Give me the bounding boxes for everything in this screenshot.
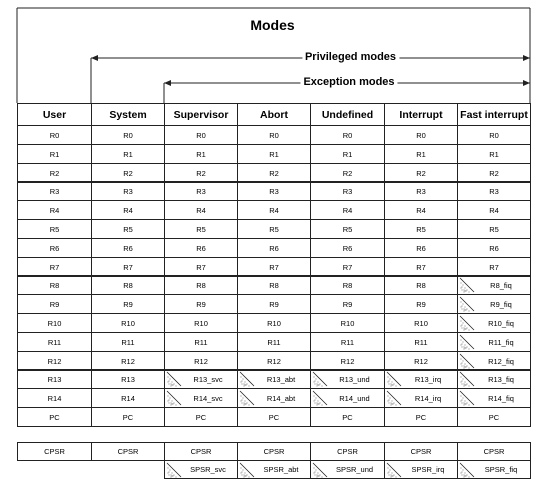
register-cell: R4 <box>91 200 165 220</box>
column-header-fast-interrupt: Fast interrupt <box>457 103 531 126</box>
register-cell: R0 <box>91 125 165 145</box>
register-cell <box>237 388 311 408</box>
register-cell: R7 <box>91 257 165 277</box>
register-cell: R5 <box>17 219 92 239</box>
banked-register-hatch-icon <box>239 371 255 387</box>
register-cell: R9 <box>310 294 385 314</box>
cell-text: SPSR_irq <box>411 465 445 474</box>
register-cell: R7 <box>384 257 458 277</box>
register-cell: R13 <box>91 369 165 389</box>
banked-register-hatch-icon <box>166 462 182 478</box>
register-cell: R7 <box>164 257 238 277</box>
register-cell: R10 <box>91 313 165 333</box>
spsr-cell <box>237 460 311 479</box>
register-cell: R4 <box>457 200 531 220</box>
banked-register-hatch-icon <box>312 462 328 478</box>
register-cell: R2 <box>384 163 458 183</box>
register-cell: PC <box>91 407 165 427</box>
banked-register-hatch-icon <box>166 371 182 387</box>
register-cell <box>457 332 531 352</box>
register-cell: R7 <box>457 257 531 277</box>
register-cell <box>164 369 238 389</box>
register-cell: R7 <box>310 257 385 277</box>
register-cell: R9 <box>91 294 165 314</box>
spsr-cell <box>310 460 385 479</box>
register-cell: R4 <box>384 200 458 220</box>
register-cell: PC <box>164 407 238 427</box>
register-cell <box>384 369 458 389</box>
register-cell: R11 <box>384 332 458 352</box>
register-cell: R2 <box>164 163 238 183</box>
register-cell: R4 <box>164 200 238 220</box>
banked-register-hatch-icon <box>459 315 475 331</box>
register-cell: R0 <box>384 125 458 145</box>
register-cell <box>384 388 458 408</box>
cpsr-cell: CPSR <box>457 442 531 461</box>
register-cell: R11 <box>164 332 238 352</box>
register-cell: R11 <box>17 332 92 352</box>
register-cell: R11 <box>310 332 385 352</box>
register-cell: R1 <box>457 144 531 164</box>
register-cell: R5 <box>384 219 458 239</box>
register-cell: R5 <box>310 219 385 239</box>
register-cell: PC <box>457 407 531 427</box>
cpsr-cell: CPSR <box>384 442 458 461</box>
spsr-cell <box>384 460 458 479</box>
column-header-abort: Abort <box>237 103 311 126</box>
cpsr-cell: CPSR <box>164 442 238 461</box>
cell-text: SPSR_abt <box>263 465 299 474</box>
column-header-user: User <box>17 103 92 126</box>
banked-register-hatch-icon <box>239 390 255 406</box>
cpsr-cell: CPSR <box>91 442 165 461</box>
register-cell <box>164 388 238 408</box>
banked-register-hatch-icon <box>459 390 475 406</box>
banked-register-hatch-icon <box>459 334 475 350</box>
register-cell: R4 <box>17 200 92 220</box>
banked-register-hatch-icon <box>386 390 402 406</box>
banked-register-hatch-icon <box>459 371 475 387</box>
register-cell: PC <box>237 407 311 427</box>
register-cell: R8 <box>310 275 385 295</box>
spsr-empty-cell <box>17 460 92 479</box>
register-cell: R2 <box>457 163 531 183</box>
register-cell: R1 <box>91 144 165 164</box>
register-cell <box>457 294 531 314</box>
cell-text: R13_fiq <box>488 374 514 384</box>
register-cell: R12 <box>237 351 311 371</box>
register-cell: R1 <box>310 144 385 164</box>
register-cell: R9 <box>17 294 92 314</box>
register-cell <box>457 313 531 333</box>
register-cell: R10 <box>310 313 385 333</box>
register-cell: R12 <box>310 351 385 371</box>
cell-text: R10_fiq <box>488 318 514 328</box>
register-cell: PC <box>17 407 92 427</box>
register-cell: R0 <box>164 125 238 145</box>
register-cell: R8 <box>237 275 311 295</box>
register-cell: PC <box>384 407 458 427</box>
register-cell: R4 <box>237 200 311 220</box>
register-cell: R11 <box>91 332 165 352</box>
banked-register-hatch-icon <box>312 390 328 406</box>
register-cell: R3 <box>164 181 238 201</box>
register-cell: R0 <box>17 125 92 145</box>
register-cell: R0 <box>310 125 385 145</box>
register-cell: R8 <box>164 275 238 295</box>
register-cell: R3 <box>237 181 311 201</box>
register-cell: R0 <box>237 125 311 145</box>
register-cell: R5 <box>237 219 311 239</box>
register-cell: R7 <box>17 257 92 277</box>
register-cell: R12 <box>17 351 92 371</box>
register-cell: R5 <box>91 219 165 239</box>
arrowhead-left-icon <box>91 55 98 61</box>
cell-text: R13_svc <box>193 374 223 384</box>
banked-register-hatch-icon <box>239 462 255 478</box>
cell-text: R14_svc <box>193 393 223 403</box>
register-cell <box>457 351 531 371</box>
privileged-modes-label: Privileged modes <box>302 51 399 64</box>
spsr-cell <box>457 460 531 479</box>
register-cell: R1 <box>164 144 238 164</box>
register-cell: R7 <box>237 257 311 277</box>
register-cell: R10 <box>384 313 458 333</box>
register-cell: R0 <box>457 125 531 145</box>
register-cell: R8 <box>91 275 165 295</box>
register-cell: R5 <box>457 219 531 239</box>
register-cell: R6 <box>164 238 238 258</box>
register-cell: R3 <box>310 181 385 201</box>
cell-text: R14_irq <box>414 393 442 403</box>
cell-text: R9_fiq <box>490 299 512 309</box>
column-header-system: System <box>91 103 165 126</box>
column-header-supervisor: Supervisor <box>164 103 238 126</box>
cell-text: R12_fiq <box>488 356 514 366</box>
cell-text: R14_und <box>339 393 370 403</box>
register-cell: R12 <box>384 351 458 371</box>
register-cell: R2 <box>237 163 311 183</box>
exception-modes-label: Exception modes <box>300 76 397 89</box>
column-header-undefined: Undefined <box>310 103 385 126</box>
register-cell: R2 <box>17 163 92 183</box>
register-cell: R11 <box>237 332 311 352</box>
register-cell: R9 <box>384 294 458 314</box>
arrowhead-right-icon <box>523 55 530 61</box>
register-cell <box>310 369 385 389</box>
register-cell <box>457 369 531 389</box>
register-cell: R1 <box>17 144 92 164</box>
cpsr-cell: CPSR <box>310 442 385 461</box>
banked-register-hatch-icon <box>312 371 328 387</box>
register-cell: R8 <box>384 275 458 295</box>
banked-register-hatch-icon <box>166 390 182 406</box>
register-cell: R14 <box>91 388 165 408</box>
cell-text: R14_abt <box>266 393 296 403</box>
register-cell <box>310 388 385 408</box>
register-cell: R6 <box>17 238 92 258</box>
spsr-cell <box>164 460 238 479</box>
register-cell: R13 <box>17 369 92 389</box>
register-cell <box>237 369 311 389</box>
register-cell: R9 <box>237 294 311 314</box>
register-cell <box>457 388 531 408</box>
cell-text: SPSR_und <box>335 465 374 474</box>
register-cell: PC <box>310 407 385 427</box>
cpsr-cell: CPSR <box>237 442 311 461</box>
cell-text: R13_irq <box>414 374 442 384</box>
register-cell: R3 <box>91 181 165 201</box>
register-cell: R5 <box>164 219 238 239</box>
cell-text: R8_fiq <box>490 280 512 290</box>
banked-register-hatch-icon <box>386 462 402 478</box>
arrowhead-left-icon <box>164 80 171 86</box>
register-cell: R10 <box>164 313 238 333</box>
register-cell: R4 <box>310 200 385 220</box>
banked-register-hatch-icon <box>459 296 475 312</box>
register-cell: R1 <box>237 144 311 164</box>
register-cell: R12 <box>164 351 238 371</box>
banked-register-hatch-icon <box>459 353 475 369</box>
register-cell: R1 <box>384 144 458 164</box>
register-cell: R2 <box>91 163 165 183</box>
register-cell: R6 <box>457 238 531 258</box>
banked-register-hatch-icon <box>459 462 475 478</box>
cell-text: R14_fiq <box>488 393 514 403</box>
register-cell: R10 <box>17 313 92 333</box>
diagram-title: Modes <box>250 17 295 33</box>
register-cell: R3 <box>17 181 92 201</box>
cell-text: SPSR_svc <box>190 465 226 474</box>
cell-text: R13_abt <box>266 374 296 384</box>
cell-text: R11_fiq <box>488 337 514 347</box>
register-cell: R3 <box>457 181 531 201</box>
spsr-empty-cell <box>91 460 165 479</box>
register-cell: R9 <box>164 294 238 314</box>
column-header-interrupt: Interrupt <box>384 103 458 126</box>
register-cell: R6 <box>384 238 458 258</box>
register-cell: R2 <box>310 163 385 183</box>
banked-register-hatch-icon <box>459 277 475 293</box>
register-cell: R6 <box>237 238 311 258</box>
cell-text: R13_und <box>339 374 370 384</box>
register-cell: R10 <box>237 313 311 333</box>
register-cell: R8 <box>17 275 92 295</box>
register-cell <box>457 275 531 295</box>
register-cell: R6 <box>310 238 385 258</box>
register-cell: R14 <box>17 388 92 408</box>
cell-text: SPSR_fiq <box>484 465 518 474</box>
register-cell: R12 <box>91 351 165 371</box>
arrowhead-right-icon <box>523 80 530 86</box>
register-cell: R6 <box>91 238 165 258</box>
cpsr-cell: CPSR <box>17 442 92 461</box>
register-cell: R3 <box>384 181 458 201</box>
banked-register-hatch-icon <box>386 371 402 387</box>
